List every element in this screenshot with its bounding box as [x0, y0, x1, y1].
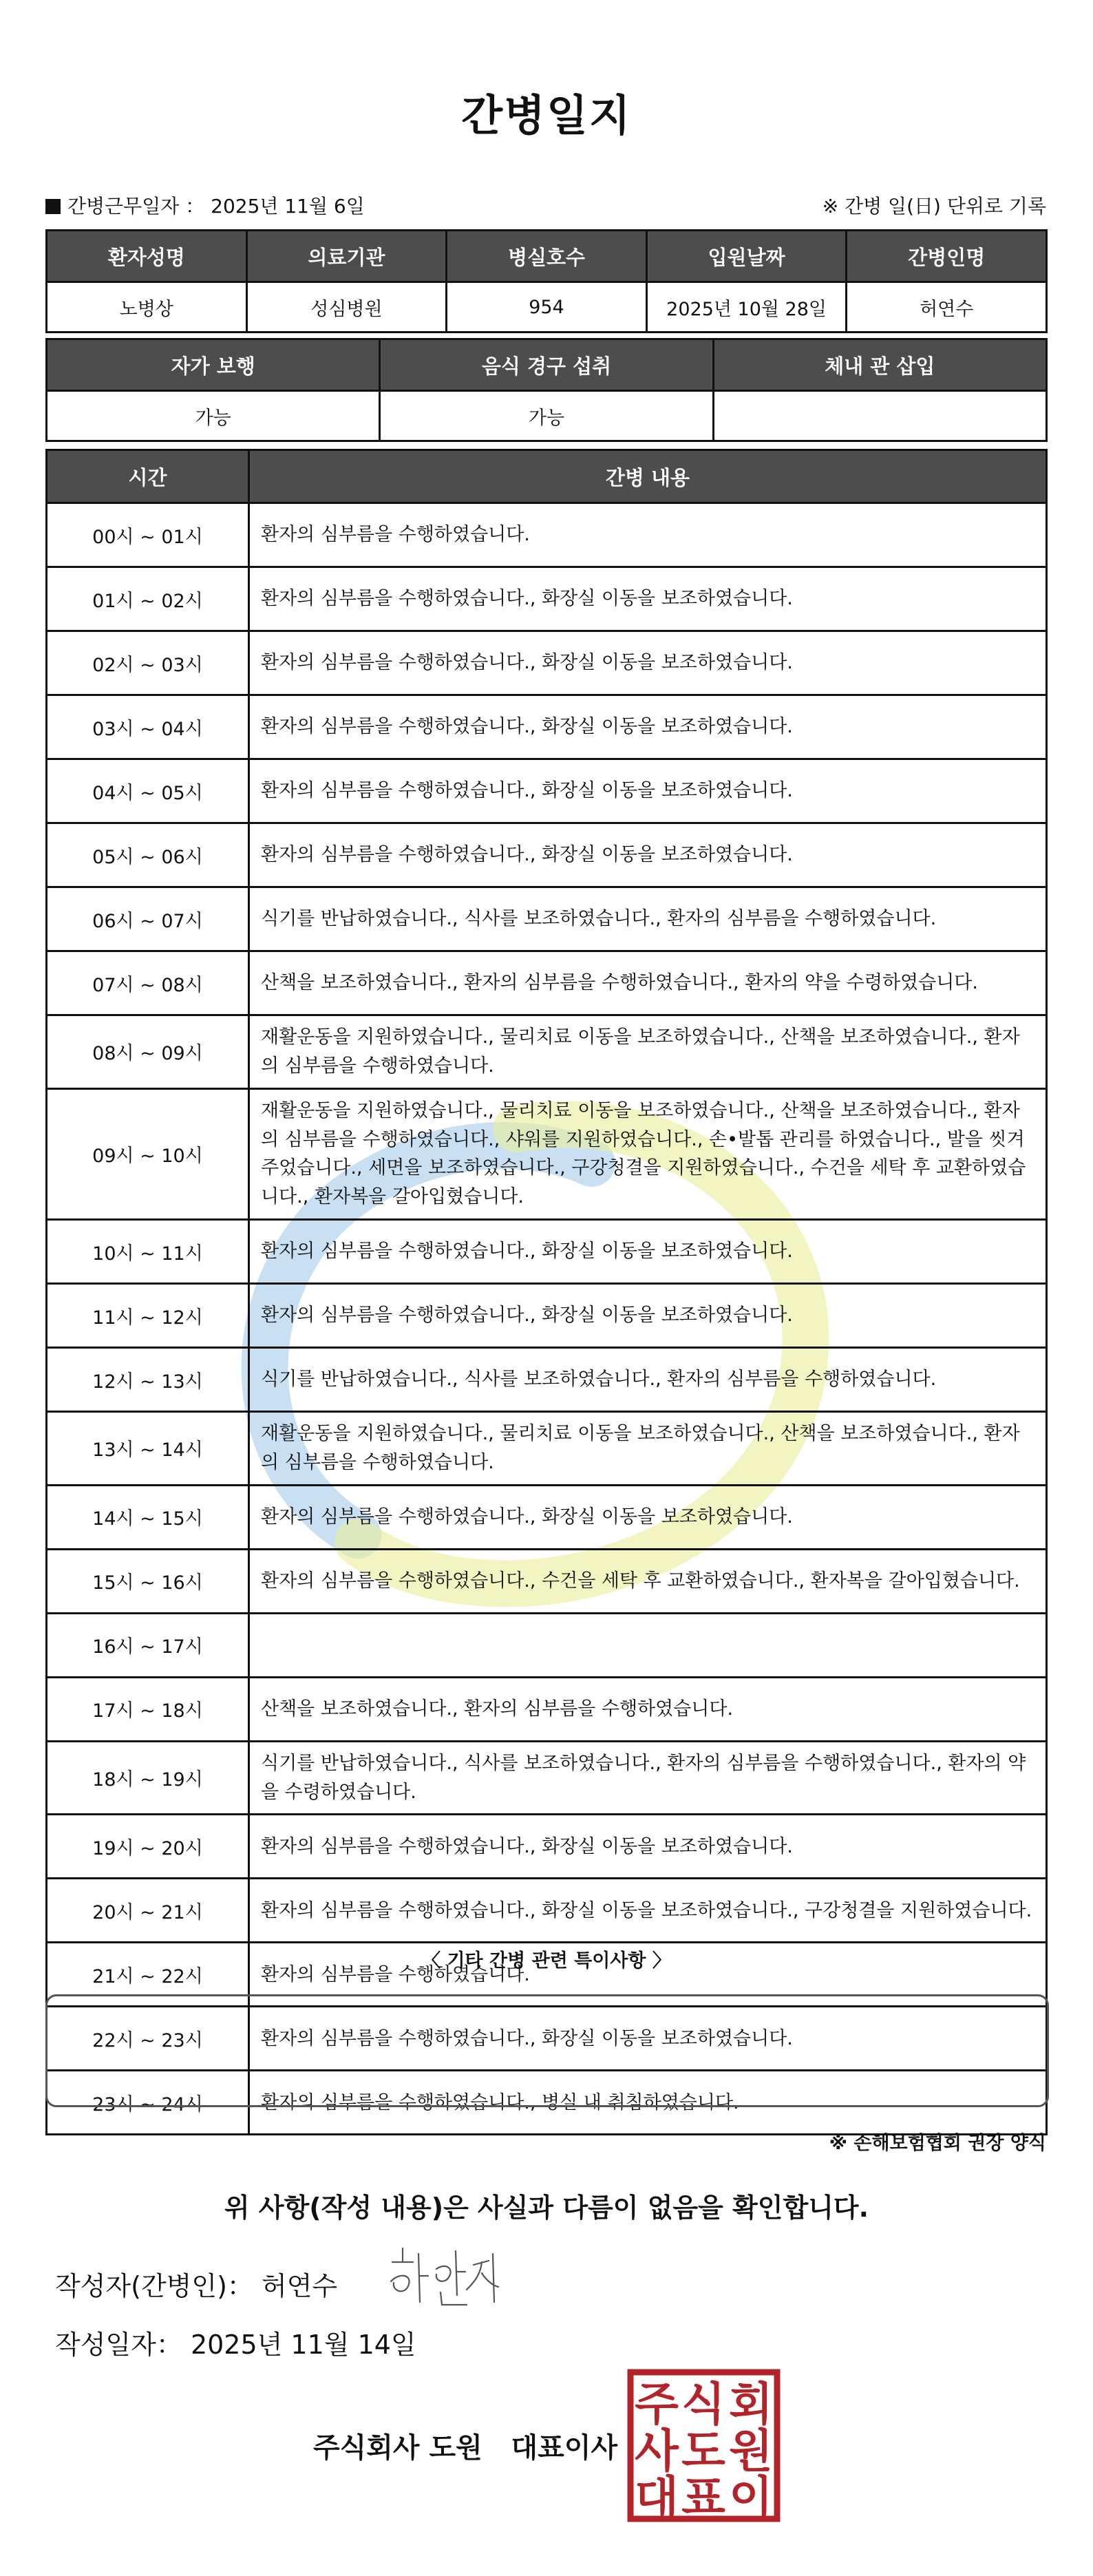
time-cell: 08시 ~ 09시 [47, 1015, 249, 1089]
patient-info-table [45, 229, 1048, 333]
time-cell: 23시 ~ 24시 [47, 2071, 249, 2135]
time-cell: 15시 ~ 16시 [47, 1549, 249, 1613]
table-row [47, 1549, 1047, 1613]
time-cell: 02시 ~ 03시 [47, 631, 249, 695]
time-cell: 17시 ~ 18시 [47, 1677, 249, 1741]
time-cell: 12시 ~ 13시 [47, 1348, 249, 1412]
care-content-cell: 환자의 심부름을 수행하였습니다., 화장실 이동을 보조하였습니다. [249, 2007, 1047, 2071]
header-room-number: 병실호수 [447, 231, 647, 282]
date-value: 2025년 11월 14일 [190, 2330, 416, 2360]
care-content-cell: 환자의 심부름을 수행하였습니다., 병실 내 취침하였습니다. [249, 2071, 1047, 2135]
square-bullet-icon [45, 199, 61, 214]
tube-insertion-value [713, 391, 1046, 441]
header-self-walking: 자가 보행 [47, 339, 380, 391]
form-note: ※ 손해보험협회 권장 양식 [829, 2133, 1046, 2154]
date-line [55, 2323, 416, 2361]
caregiver-name: 허연수 [847, 282, 1047, 332]
work-date-value: 2025년 11월 6일 [211, 195, 365, 218]
header-care-content: 간병 내용 [249, 450, 1047, 503]
table-row [47, 823, 1047, 887]
remarks-box [45, 1994, 1049, 2107]
time-cell: 20시 ~ 21시 [47, 1879, 249, 1943]
svg-text:이: 이 [729, 2471, 773, 2523]
time-cell: 01시 ~ 02시 [47, 567, 249, 631]
header-time: 시간 [47, 450, 249, 503]
author-name: 허연수 [262, 2271, 338, 2301]
time-cell: 07시 ~ 08시 [47, 951, 249, 1015]
table-row [47, 1348, 1047, 1412]
care-content-cell: 환자의 심부름을 수행하였습니다., 화장실 이동을 보조하였습니다. [249, 695, 1047, 759]
time-cell: 10시 ~ 11시 [47, 1220, 249, 1284]
svg-text:주: 주 [635, 2378, 679, 2431]
time-cell: 03시 ~ 04시 [47, 695, 249, 759]
time-cell: 11시 ~ 12시 [47, 1284, 249, 1348]
svg-text:식: 식 [681, 2378, 725, 2431]
care-log-body [47, 503, 1047, 2135]
svg-text:대: 대 [635, 2471, 679, 2523]
header-admission-date: 입원날짜 [646, 231, 847, 282]
table-row [47, 887, 1047, 951]
table-row [47, 1741, 1047, 1815]
handwritten-signature [385, 2241, 502, 2310]
time-cell: 09시 ~ 10시 [47, 1088, 249, 1219]
document-title: 간병일지 [461, 90, 632, 140]
author-label: 작성자(간병인)： [55, 2271, 253, 2301]
company-seal-stamp [626, 2368, 781, 2523]
header-caregiver-name: 간병인명 [847, 231, 1047, 282]
svg-text:회: 회 [729, 2378, 773, 2431]
room-number: 954 [447, 282, 647, 332]
care-content-cell: 환자의 심부름을 수행하였습니다., 화장실 이동을 보조하였습니다. [249, 1284, 1047, 1348]
self-walking-value: 가능 [47, 391, 380, 441]
author-line [55, 2265, 337, 2303]
care-content-cell: 환자의 심부름을 수행하였습니다., 화장실 이동을 보조하였습니다. [249, 1815, 1047, 1879]
table-row [47, 951, 1047, 1015]
patient-status-header-row [47, 339, 1047, 391]
table-row [47, 1412, 1047, 1486]
time-cell: 22시 ~ 23시 [47, 2007, 249, 2071]
patient-info-value-row [47, 282, 1047, 332]
care-content-cell: 환자의 심부름을 수행하였습니다., 화장실 이동을 보조하였습니다. [249, 1485, 1047, 1549]
time-cell: 14시 ~ 15시 [47, 1485, 249, 1549]
work-date-label: 간병근무일자 [67, 195, 180, 218]
time-cell: 13시 ~ 14시 [47, 1412, 249, 1486]
care-content-cell: 식기를 반납하였습니다., 식사를 보조하였습니다., 환자의 심부름을 수행하였습니다. [249, 887, 1047, 951]
table-row [47, 503, 1047, 567]
care-log-table [45, 449, 1048, 2135]
oral-intake-value: 가능 [380, 391, 713, 441]
hospital-name: 성심병원 [246, 282, 447, 332]
table-row [47, 567, 1047, 631]
header-tube-insertion: 체내 관 삽입 [713, 339, 1046, 391]
care-content-cell: 환자의 심부름을 수행하였습니다., 화장실 이동을 보조하였습니다. [249, 1220, 1047, 1284]
table-row [47, 1015, 1047, 1089]
header-oral-intake: 음식 경구 섭취 [380, 339, 713, 391]
care-content-cell: 식기를 반납하였습니다., 식사를 보조하였습니다., 환자의 심부름을 수행하였습니다., 환자의 약을 수령하였습니다. [249, 1741, 1047, 1815]
patient-info-header-row [47, 231, 1047, 282]
work-date-separator: ： [185, 195, 205, 218]
svg-text:도: 도 [681, 2425, 725, 2478]
header-hospital: 의료기관 [246, 231, 447, 282]
care-content-cell: 재활운동을 지원하였습니다., 물리치료 이동을 보조하였습니다., 산책을 보조하였습니다., 환자의 심부름을 수행하였습니다. [249, 1015, 1047, 1089]
svg-text:표: 표 [681, 2471, 725, 2523]
table-row [47, 1284, 1047, 1348]
time-cell: 05시 ~ 06시 [47, 823, 249, 887]
table-row [47, 1677, 1047, 1741]
time-cell: 06시 ~ 07시 [47, 887, 249, 951]
time-cell: 19시 ~ 20시 [47, 1815, 249, 1879]
table-row [47, 1485, 1047, 1549]
table-row [47, 759, 1047, 823]
care-content-cell: 산책을 보조하였습니다., 환자의 심부름을 수행하였습니다., 환자의 약을 수령하였습니다. [249, 951, 1047, 1015]
time-cell: 16시 ~ 17시 [47, 1613, 249, 1677]
table-row [47, 1879, 1047, 1943]
care-content-cell: 환자의 심부름을 수행하였습니다. [249, 1943, 1047, 2007]
svg-text:원: 원 [729, 2425, 773, 2478]
remarks-label: 〈 기타 간병 관련 특이사항 〉 [422, 1950, 671, 1972]
work-date-line [45, 191, 365, 219]
patient-status-value-row [47, 391, 1047, 441]
confirmation-statement: 위 사항(작성 내용)은 사실과 다름이 없음을 확인합니다. [224, 2193, 869, 2223]
care-content-cell: 환자의 심부름을 수행하였습니다. [249, 503, 1047, 567]
table-row [47, 1088, 1047, 1219]
date-label: 작성일자： [55, 2330, 182, 2360]
care-content-cell: 식기를 반납하였습니다., 식사를 보조하였습니다., 환자의 심부름을 수행하였습니다. [249, 1348, 1047, 1412]
time-cell: 21시 ~ 22시 [47, 1943, 249, 2007]
care-content-cell: 재활운동을 지원하였습니다., 물리치료 이동을 보조하였습니다., 산책을 보조하였습니다., 환자의 심부름을 수행하였습니다., 샤워를 지원하였습니다., 손•발톱 관리를 하였습니다., 발을 씻겨주었습니다., 세면을 보조하였습니다., 구강청결을 지원하였습니다., 수건을 세탁 후 교환하였습니다., 환자복을 갈아입혔습니다. [249, 1088, 1047, 1219]
care-content-cell: 환자의 심부름을 수행하였습니다., 화장실 이동을 보조하였습니다. [249, 567, 1047, 631]
table-row [47, 1815, 1047, 1879]
care-content-cell: 산책을 보조하였습니다., 환자의 심부름을 수행하였습니다. [249, 1677, 1047, 1741]
svg-text:사: 사 [635, 2425, 679, 2478]
care-log-header-row [47, 450, 1047, 503]
care-content-cell: 환자의 심부름을 수행하였습니다., 화장실 이동을 보조하였습니다. [249, 631, 1047, 695]
table-row [47, 695, 1047, 759]
patient-name: 노병상 [47, 282, 247, 332]
table-row [47, 1220, 1047, 1284]
care-content-cell [249, 1613, 1047, 1677]
care-content-cell: 환자의 심부름을 수행하였습니다., 화장실 이동을 보조하였습니다., 구강청결을 지원하였습니다. [249, 1879, 1047, 1943]
care-content-cell: 환자의 심부름을 수행하였습니다., 화장실 이동을 보조하였습니다. [249, 823, 1047, 887]
table-row [47, 1613, 1047, 1677]
admission-date: 2025년 10월 28일 [646, 282, 847, 332]
care-content-cell: 환자의 심부름을 수행하였습니다., 화장실 이동을 보조하였습니다. [249, 759, 1047, 823]
time-cell: 04시 ~ 05시 [47, 759, 249, 823]
company-representative: 주식회사 도원 대표이사 [313, 2432, 618, 2464]
care-content-cell: 환자의 심부름을 수행하였습니다., 수건을 세탁 후 교환하였습니다., 환자복을 갈아입혔습니다. [249, 1549, 1047, 1613]
patient-status-table [45, 338, 1048, 442]
time-cell: 00시 ~ 01시 [47, 503, 249, 567]
table-row [47, 631, 1047, 695]
header-patient-name: 환자성명 [47, 231, 247, 282]
care-content-cell: 재활운동을 지원하였습니다., 물리치료 이동을 보조하였습니다., 산책을 보조하였습니다., 환자의 심부름을 수행하였습니다. [249, 1412, 1047, 1486]
record-note: ※ 간병 일(日) 단위로 기록 [822, 195, 1046, 218]
time-cell: 18시 ~ 19시 [47, 1741, 249, 1815]
